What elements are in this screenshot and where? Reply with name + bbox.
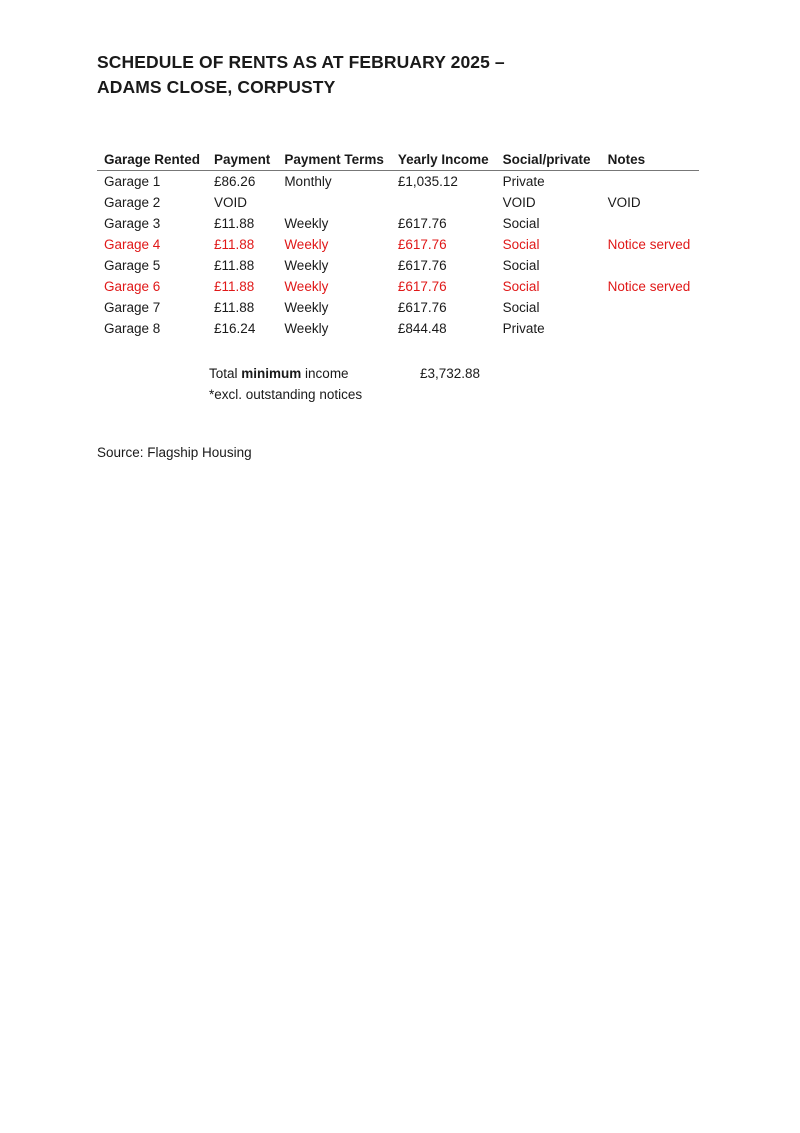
cell-yearly-income: £617.76 [397, 258, 447, 273]
cell-garage: Garage 2 [104, 195, 161, 210]
cell-notes [601, 297, 699, 318]
cell-garage: Garage 6 [104, 279, 161, 294]
cell-notes: VOID [607, 195, 641, 210]
table-row [97, 255, 699, 276]
totals-block [209, 363, 489, 405]
cell-garage: Garage 5 [104, 258, 161, 273]
table-row [97, 213, 699, 234]
cell-garage: Garage 7 [104, 300, 161, 315]
header-notes: Notes [601, 149, 699, 171]
cell-payment: £11.88 [214, 216, 255, 231]
total-label-suffix: income [301, 366, 349, 381]
total-label-prefix: Total [209, 366, 242, 381]
cell-notes [601, 255, 699, 276]
cell-notes: Notice served [607, 237, 691, 252]
total-income-row [209, 363, 489, 384]
cell-payment-terms: Weekly [284, 279, 329, 294]
cell-payment-terms [277, 192, 391, 213]
cell-social-private: Social [502, 279, 540, 294]
cell-yearly-income: £617.76 [397, 216, 447, 231]
cell-payment: £16.24 [214, 321, 256, 336]
cell-social-private: Social [502, 237, 540, 252]
total-income-value: £3,732.88 [419, 366, 480, 381]
cell-yearly-income: £617.76 [397, 300, 447, 315]
cell-yearly-income: £617.76 [397, 279, 447, 294]
cell-payment-terms: Monthly [284, 174, 332, 189]
table-row [97, 192, 699, 213]
cell-payment-terms: Weekly [284, 237, 329, 252]
cell-yearly-income: £1,035.12 [397, 174, 458, 189]
total-income-label [209, 363, 349, 384]
header-social-private: Social/private [496, 149, 601, 171]
cell-social-private: Private [502, 174, 545, 189]
cell-social-private: Social [502, 258, 540, 273]
header-yearly-income: Yearly Income [391, 149, 496, 171]
source-note: Source: Flagship Housing [97, 445, 252, 460]
rent-schedule-table [97, 149, 699, 339]
cell-payment: £11.88 [214, 258, 255, 273]
totals-footnote: *excl. outstanding notices [209, 387, 363, 402]
cell-notes [601, 171, 699, 193]
cell-payment: £11.88 [214, 237, 255, 252]
cell-garage: Garage 3 [104, 216, 161, 231]
title-line-1: SCHEDULE OF RENTS AS AT FEBRUARY 2025 – [97, 52, 505, 72]
cell-social-private: Social [502, 216, 540, 231]
table-row [97, 171, 699, 193]
cell-payment-terms: Weekly [284, 258, 329, 273]
table-header-row [97, 149, 699, 171]
cell-payment-terms: Weekly [284, 216, 329, 231]
title-line-2: ADAMS CLOSE, CORPUSTY [97, 77, 336, 97]
cell-garage: Garage 8 [104, 321, 161, 336]
cell-notes [601, 318, 699, 339]
cell-notes [601, 213, 699, 234]
header-garage-rented: Garage Rented [97, 149, 207, 171]
cell-payment-terms: Weekly [284, 300, 329, 315]
table-body [97, 171, 699, 340]
table-row [97, 297, 699, 318]
cell-notes: Notice served [607, 279, 691, 294]
cell-social-private: Social [502, 300, 540, 315]
cell-social-private: Private [502, 321, 545, 336]
table-row [97, 234, 699, 255]
cell-payment: £11.88 [214, 300, 255, 315]
table-row [97, 318, 699, 339]
cell-payment: VOID [214, 195, 248, 210]
table-row [97, 276, 699, 297]
total-label-bold: minimum [241, 366, 302, 381]
totals-footnote-row [209, 384, 489, 405]
cell-payment: £11.88 [214, 279, 255, 294]
cell-garage: Garage 1 [104, 174, 161, 189]
cell-payment: £86.26 [214, 174, 256, 189]
header-payment: Payment [207, 149, 277, 171]
cell-garage: Garage 4 [104, 237, 161, 252]
header-payment-terms: Payment Terms [277, 149, 391, 171]
cell-payment-terms: Weekly [284, 321, 329, 336]
cell-yearly-income: £617.76 [397, 237, 447, 252]
cell-social-private: VOID [502, 195, 536, 210]
cell-yearly-income [391, 192, 496, 213]
cell-yearly-income: £844.48 [397, 321, 447, 336]
page-title [97, 50, 697, 100]
